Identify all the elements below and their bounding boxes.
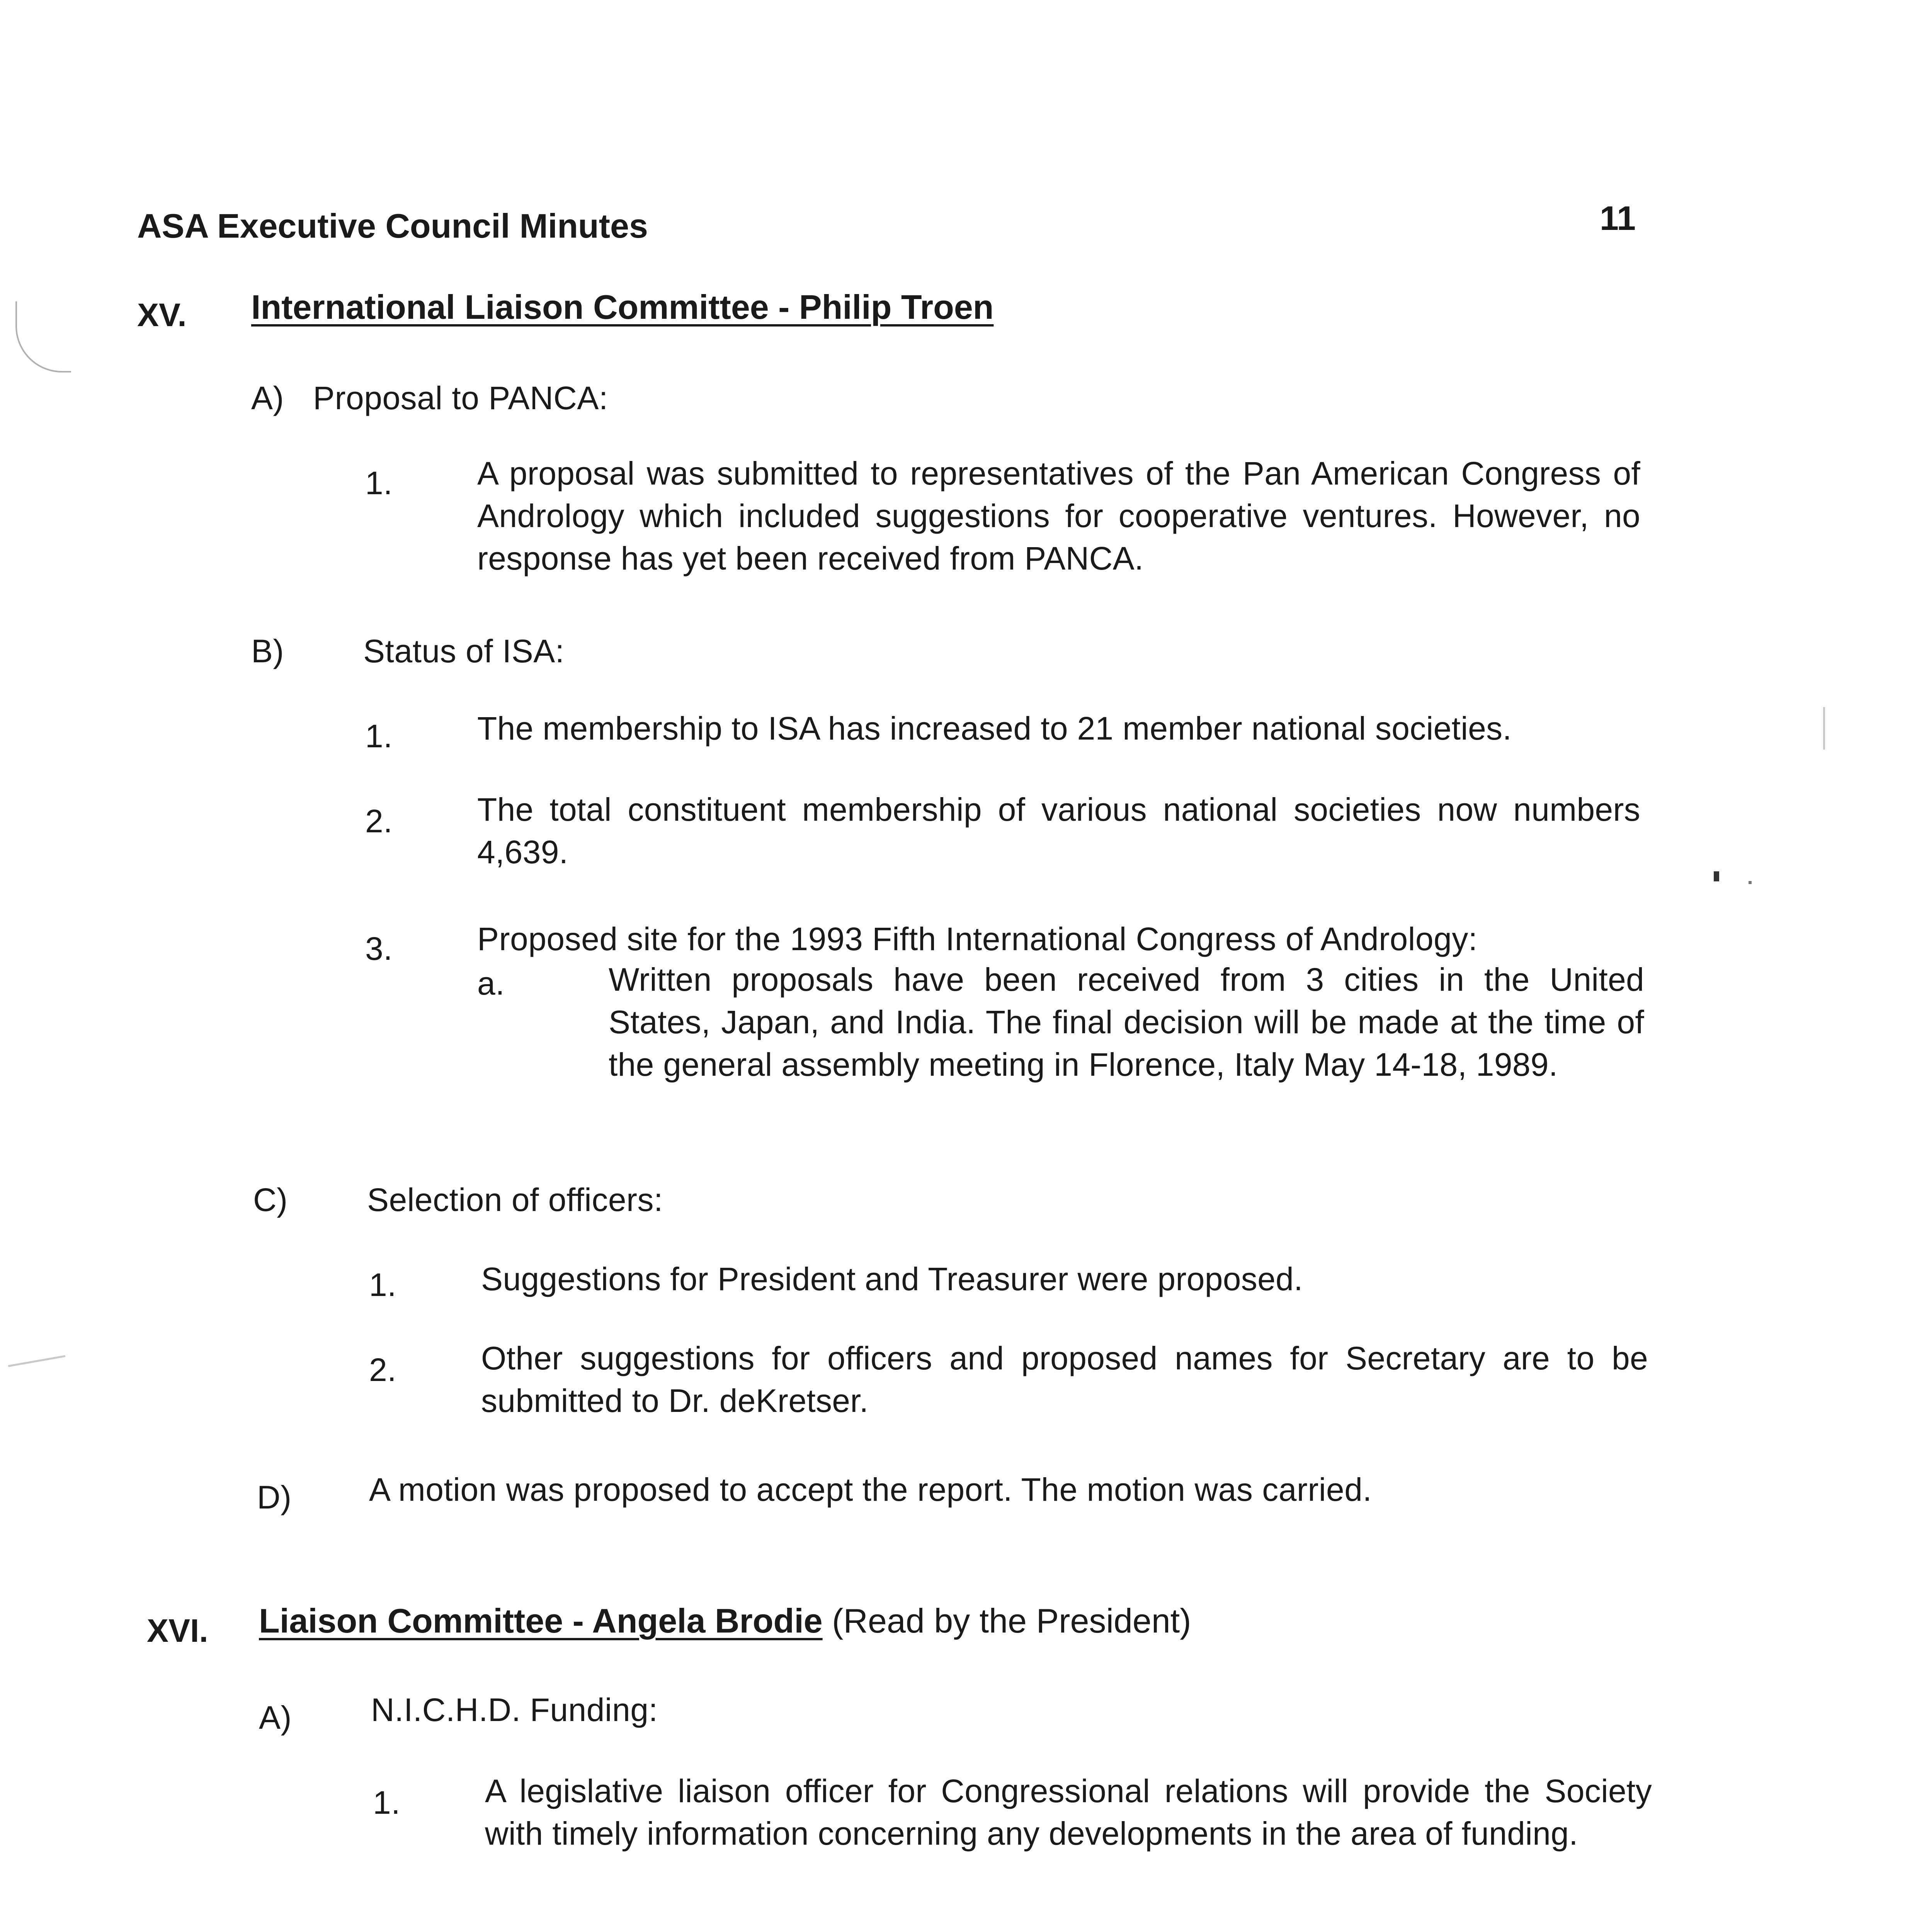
section-xv-b-label: Status of ISA: <box>363 633 565 669</box>
section-xv-c-item-1-text: Suggestions for President and Treasurer were proposed. <box>481 1261 1303 1297</box>
section-xv-b-item-2-num: 2. <box>365 803 393 839</box>
section-xv-d-text: A motion was proposed to accept the report. The motion was carried. <box>369 1471 1372 1508</box>
section-xvi-a-letter: A) <box>259 1699 292 1736</box>
section-xv-b-item-2-text: The total constituent membership of various national societies now numbers 4,639. <box>477 791 1640 870</box>
section-xvi-title: Liaison Committee - Angela Brodie <box>259 1602 823 1640</box>
section-xv-b-item-1-num: 1. <box>365 718 393 754</box>
section-xv-a-item-1-num: 1. <box>365 465 393 501</box>
section-xv-b-item-3-sub-letter: a. <box>477 965 505 1002</box>
section-xv-a-letter: A) <box>251 380 284 416</box>
scan-artifact-curve <box>15 301 71 372</box>
section-xv-b-item-3-text: Proposed site for the 1993 Fifth International Congress of Andrology: <box>477 921 1478 957</box>
scan-artifact-dot <box>1749 881 1752 884</box>
section-xv-b-item-1-text: The membership to ISA has increased to 21 member national societies. <box>477 710 1512 747</box>
scan-artifact-line <box>8 1355 66 1367</box>
page-number: 11 <box>1600 199 1636 237</box>
section-xvi-a-label: N.I.C.H.D. Funding: <box>371 1692 658 1728</box>
section-xvi-a-item-1-num: 1. <box>373 1784 401 1821</box>
section-xv-a-label: Proposal to PANCA: <box>313 380 608 416</box>
section-xv-numeral: XV. <box>137 297 187 333</box>
section-xv-title: International Liaison Committee - Philip Troen <box>251 288 994 326</box>
section-xv-c-letter: C) <box>253 1182 288 1218</box>
section-xv-c-item-2-text: Other suggestions for officers and proposed names for Secretary are to be submitted to Dr. deKretser. <box>481 1340 1648 1419</box>
section-xv-c-item-2-num: 2. <box>369 1352 397 1388</box>
scan-artifact-dot <box>1714 871 1719 881</box>
document-header-title: ASA Executive Council Minutes <box>137 207 648 245</box>
section-xv-c-item-1-num: 1. <box>369 1267 397 1303</box>
section-xv-b-item-3-num: 3. <box>365 930 393 967</box>
section-xv-d-letter: D) <box>257 1479 292 1515</box>
section-xvi-title-note: (Read by the President) <box>832 1602 1191 1640</box>
section-xv-a-item-1-text: A proposal was submitted to representatives of the Pan American Congress of Andrology which included suggestions for cooperative ventures. However, no response has yet been received from PANCA. <box>477 455 1640 577</box>
scan-artifact-line <box>1823 707 1825 750</box>
section-xv-b-letter: B) <box>251 633 284 669</box>
section-xvi-numeral: XVI. <box>147 1612 208 1649</box>
section-xvi-a-item-1-text: A legislative liaison officer for Congressional relations will provide the Society with timely information concerning any developments in the area of funding. <box>485 1773 1652 1852</box>
section-xv-c-label: Selection of officers: <box>367 1182 663 1218</box>
section-xv-b-item-3-sub-text: Written proposals have been received from 3 cities in the United States, Japan, and India. The final decision will be made at the time of the general assembly meeting in Florence, Italy May 14-18, 1989. <box>609 961 1644 1083</box>
